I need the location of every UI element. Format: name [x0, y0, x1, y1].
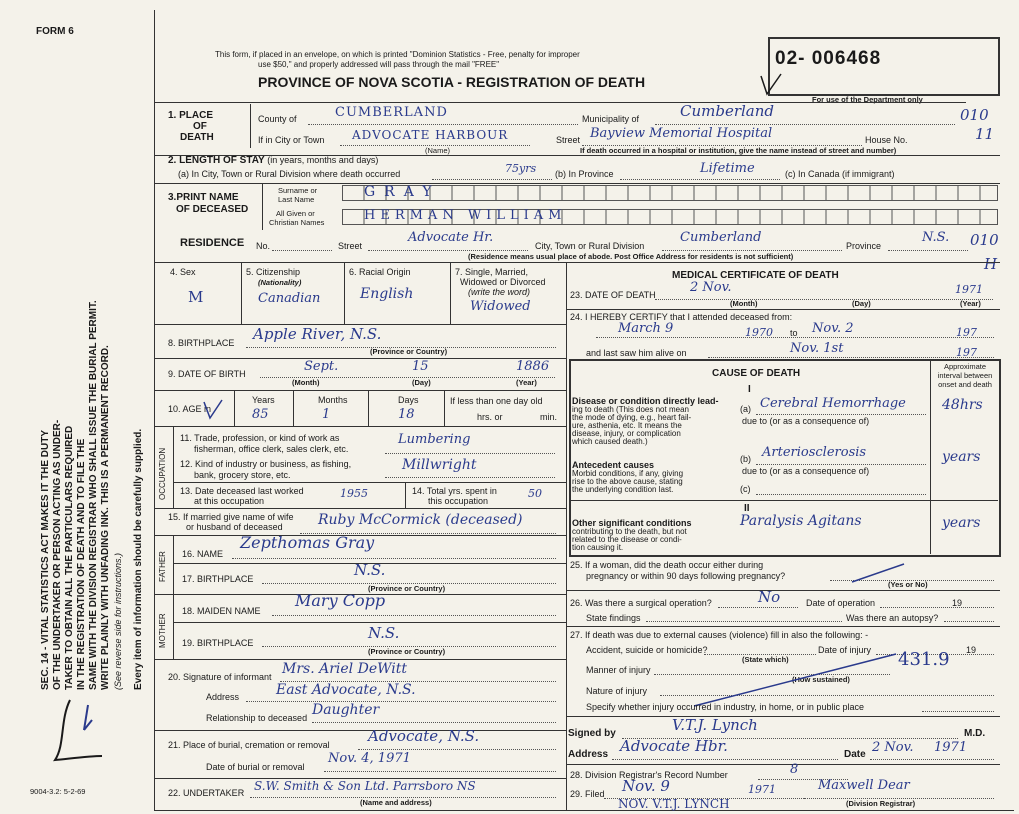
street-value: Bayview Memorial Hospital — [590, 126, 773, 141]
physician-signature: V.T.J. Lynch — [672, 716, 758, 734]
age-years-value: 85 — [252, 407, 269, 422]
burial-date-value: Nov. 4, 1971 — [328, 751, 411, 766]
stay-city-value: 75yrs — [505, 162, 537, 175]
cert-date-value: 2 Nov. — [872, 740, 914, 755]
form-title: PROVINCE OF NOVA SCOTIA - REGISTRATION OF DEATH — [258, 74, 646, 90]
dob-month-value: Sept. — [304, 359, 339, 374]
citizenship-value: Canadian — [258, 291, 321, 306]
informant-signature: Mrs. Ariel DeWitt — [282, 661, 407, 677]
sex-value: M — [188, 288, 204, 306]
residence-code-2: H — [984, 255, 998, 273]
registration-number: 02- 006468 — [775, 48, 882, 69]
filed-year-value: 1971 — [748, 783, 776, 796]
age-days-value: 18 — [398, 407, 415, 422]
approx-interval-label: Approximate interval between onset and death — [937, 362, 993, 389]
dob-day-value: 15 — [412, 359, 429, 374]
county-value: CUMBERLAND — [335, 105, 448, 120]
informant-address-value: East Advocate, N.S. — [276, 682, 416, 698]
cause-a-value: Cerebral Hemorrhage — [760, 396, 906, 411]
filed-date-value: Nov. 9 — [622, 777, 670, 795]
record-number-value: 8 — [790, 762, 799, 777]
attended-to-year: 197 — [956, 326, 977, 339]
side-every-item: Every item of information should be carefully supplied. — [133, 428, 144, 690]
last-saw-value: Nov. 1st — [790, 341, 844, 356]
last-worked-value: 1955 — [340, 487, 368, 500]
residence-city-value: Cumberland — [680, 230, 762, 245]
check-mark — [755, 70, 785, 100]
father-name-value: Zepthomas Gray — [240, 533, 375, 552]
relationship-value: Daughter — [312, 702, 380, 718]
occupation-industry-value: Millwright — [402, 457, 477, 473]
last-saw-year: 197 — [956, 346, 977, 359]
burial-place-value: Advocate, N.S. — [368, 727, 480, 745]
form-number: FORM 6 — [36, 26, 74, 37]
occupation-trade-value: Lumbering — [398, 432, 471, 447]
footer-code: 9004-3.2: 5-2-69 — [30, 787, 86, 796]
notice-line1: This form, if placed in an envelope, on which is printed "Dominion Statistics - Free, penalty for improper — [215, 50, 580, 59]
racial-origin-value: English — [360, 286, 414, 302]
total-years-value: 50 — [528, 487, 542, 500]
residence-province-value: N.S. — [922, 230, 950, 245]
physician-address-value: Advocate Hbr. — [620, 737, 728, 755]
attended-from-value: March 9 — [618, 321, 674, 336]
surname-value: GRAY — [364, 184, 441, 200]
cause-a-interval: 48hrs — [942, 397, 983, 413]
residence-street-value: Advocate Hr. — [408, 230, 494, 245]
undertaker-value: S.W. Smith & Son Ltd. Parrsboro NS — [254, 779, 476, 793]
municipality-value: Cumberland — [680, 102, 775, 120]
bottom-handwritten-note: NOV. V.T.J. LYNCH — [618, 797, 730, 811]
spouse-value: Ruby McCormick (deceased) — [318, 512, 523, 528]
registrar-signature: Maxwell Dear — [818, 778, 910, 793]
dob-year-value: 1886 — [516, 359, 550, 374]
given-names-value: HERMAN WILLIAM — [364, 208, 567, 223]
classification-code: 431.9 — [898, 649, 950, 670]
left-margin-rule — [154, 10, 155, 810]
stay-province-value: Lifetime — [700, 161, 755, 176]
age-months-value: 1 — [322, 407, 331, 422]
other-conditions-value: Paralysis Agitans — [740, 513, 862, 529]
side-instructions: SEC. 14 - VITAL STATISTICS ACT MAKES IT THE DUTY OF THE UNDERTAKER OR PERSON ACTING AS UNDER- TAKER TO OBTAIN ALL THE PARTICULARS REQUIRED IN THE REGISTRATION OF DEATH AND TO FILE THE SAME WITH THE DIVISION REGISTRAR WHO SHALL ISSUE THE BURIAL PERMIT. WRITE PLAINLY WITH UNFADING INK. THIS IS A PERMANENT RECORD. (See reverse side for instructions.) — [40, 300, 123, 690]
occupation-side-label: OCCUPATION — [158, 447, 167, 500]
cause-b-interval: years — [942, 449, 981, 465]
length-of-stay-label: 2. LENGTH OF STAY (in years, months and days) — [168, 155, 379, 166]
cause-b-value: Arteriosclerosis — [762, 445, 867, 460]
mother-maiden-value: Mary Copp — [295, 591, 386, 610]
notice-line2: use $50," and properly addressed will pass through the mail "FREE" — [258, 60, 500, 69]
attended-to-value: Nov. 2 — [812, 321, 854, 336]
handwritten-l-mark — [30, 690, 110, 780]
residence-code: 010 — [970, 231, 999, 249]
medical-cert-title: MEDICAL CERTIFICATE OF DEATH — [672, 270, 839, 281]
cert-date-year: 1971 — [934, 740, 968, 755]
surgery-value: No — [758, 588, 781, 606]
place-of-death-label: 1. PLACE — [168, 110, 214, 121]
external-causes-slash — [690, 650, 900, 710]
attended-from-year: 1970 — [745, 326, 773, 339]
dept-code-2: 11 — [975, 125, 995, 143]
birthplace-value: Apple River, N.S. — [253, 325, 382, 343]
other-interval: years — [942, 515, 981, 531]
father-birthplace-value: N.S. — [354, 561, 386, 579]
age-check-mark — [200, 398, 230, 422]
dept-code: 010 — [960, 106, 989, 124]
mother-birthplace-value: N.S. — [368, 624, 400, 642]
bottom-rule — [154, 810, 1014, 811]
dod-year-value: 1971 — [955, 283, 983, 296]
dod-value: 2 Nov. — [690, 280, 732, 295]
city-value: ADVOCATE HARBOUR — [352, 128, 509, 142]
dept-use-label: For use of the Department only — [812, 95, 923, 104]
marital-value: Widowed — [470, 299, 531, 314]
